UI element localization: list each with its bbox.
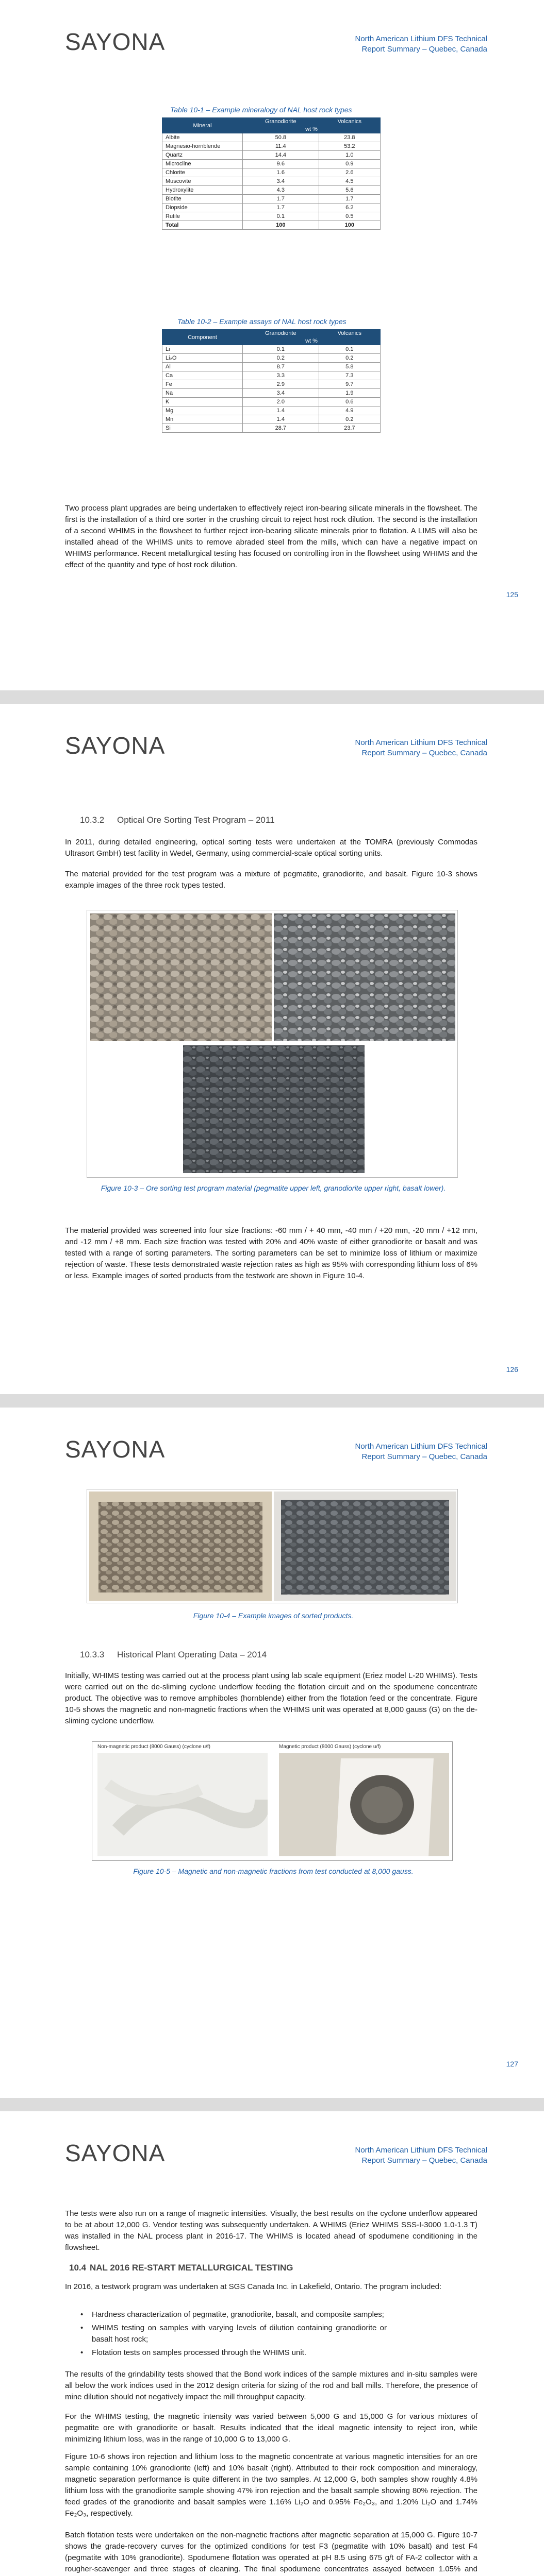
col-granodiorite: Granodiorite (243, 330, 319, 337)
page-125 (0, 0, 544, 690)
table-row (162, 195, 381, 204)
mineralogy-table (162, 117, 381, 230)
page-number: 125 (506, 590, 518, 599)
bullet-list (77, 2309, 387, 2361)
nonmagnetic-label: Non-magnetic product (8000 Gauss) (cyclone u/f) (97, 1744, 210, 1750)
table-row (162, 142, 381, 151)
table-cell: 0.1 (243, 212, 319, 221)
section-heading: 10.3.2 Optical Ore Sorting Test Program – 2011 (80, 815, 275, 825)
table-row (162, 371, 381, 380)
table-cell: 50.8 (243, 133, 319, 142)
table-cell: Rutile (162, 212, 243, 221)
basalt-photo (183, 1045, 365, 1173)
unit-row: wt % (243, 126, 381, 133)
paragraph: Initially, WHIMS testing was carried out at the process plant using lab scale equipment (Eriez model L-20 WHIMS). Tests were carried out on the de-sliming cyclone underflow feeding the flotation circuit and on the spodumene concentrate product. The objective was to remove amphiboles (hornblende) either from the flotation feed or the concentrate. Figure 10-5 shows the magnetic and non-magnetic fractions when the WHIMS unit was operated at 8,000 gauss (G) on the de-sliming cyclone underflow. (65, 1671, 477, 1725)
sorted-waste-photo (274, 1492, 456, 1601)
paragraph: The material provided was screened into four size fractions: -60 mm / + 40 mm, -40 mm / +20 mm, -20 mm / +12 mm, and -12 mm / +8 mm. Each size fraction was tested with 20% and 40% waste of either granodiorite or basalt and was tested with a range of sorting parameters. The sorting parameters can be set to minimize loss of lithium or maximize rejection of waste. These tests demonstrated waste rejection rates as high as 95% with corresponding lithium loss of 6% or less. Example images of sorted products from the testwork are shown in Figure 10-4. (65, 1226, 477, 1280)
table-cell: 100 (243, 221, 319, 230)
list-item: • Flotation tests on samples processed through the WHIMS unit. (77, 2347, 387, 2359)
header-title: North American Lithium DFS Technical Report Summary – Quebec, Canada (355, 2146, 487, 2165)
table-cell: Hydroxylite (162, 186, 243, 195)
table-cell: Diopside (162, 204, 243, 212)
table-cell: 1.7 (243, 204, 319, 212)
table-cell: Mg (162, 406, 243, 415)
table-cell: 9.6 (243, 160, 319, 168)
col-granodiorite: Granodiorite (243, 118, 319, 126)
page-header (0, 0, 544, 77)
table-row (162, 363, 381, 371)
table-cell: Mn (162, 415, 243, 424)
paragraph: Figure 10-6 shows iron rejection and lithium loss to the magnetic concentrate at various magnetic intensities for an ore sample containing 10% granodiorite (left) and 10% basalt (right). Attributed to their rock composition and mineralogy, magnetic separation performance is quite different in the two samples. At 12,000 G, both samples show roughly 4.8% lithium loss with the granodiorite sample showing 47% iron rejection and the basalt sample showing 80% rejection. The feed grades of the granodiorite and basalt samples were 1.16% Li₂O and 0.95% Fe₂O₃, and 1.20% Li₂O and 1.74% Fe₂O₃, respectively. (65, 2452, 477, 2518)
table-cell: 1.4 (243, 406, 319, 415)
table-cell: 4.5 (319, 177, 380, 186)
table-cell: 1.7 (319, 195, 380, 204)
total-row (162, 221, 381, 230)
sayona-logo: SAYONA (65, 1436, 166, 1463)
table-cell: 0.2 (319, 415, 380, 424)
paragraph: Two process plant upgrades are being undertaken to effectively reject iron-bearing silicate minerals in the flowsheet. The first is the installation of a third ore sorter in the crushing circuit to reject host rock dilution. The second is the installation of a second WHIMS in the flowsheet to further reject iron-bearing silicate minerals prior to flotation. A LIMS will also be installed ahead of the WHIMS units to remove abraded steel from the mills, which can have a negative impact on WHIMS performance. Recent metallurgical testing has focused on controlling iron in the flowsheet using WHIMS and the effect of the quantity and type of host rock dilution. (65, 504, 477, 569)
table-cell: 100 (319, 221, 380, 230)
table-cell: 0.2 (319, 354, 380, 363)
sayona-logo: SAYONA (65, 732, 166, 759)
table-cell: 23.7 (319, 424, 380, 433)
page-number: 126 (506, 1365, 518, 1374)
table-row (162, 212, 381, 221)
figure-10-4-caption: Figure 10-4 – Example images of sorted products. (193, 1612, 354, 1620)
table-row (162, 345, 381, 354)
table-cell: 53.2 (319, 142, 380, 151)
table-cell: 6.2 (319, 204, 380, 212)
table-cell: 1.9 (319, 389, 380, 398)
table-row (162, 406, 381, 415)
table-cell: 2.0 (243, 398, 319, 406)
table-cell: 0.1 (243, 345, 319, 354)
page-header (0, 2111, 544, 2189)
paragraph: For the WHIMS testing, the magnetic intensity was varied between 5,000 G and 15,000 G for various mixtures of pegmatite ore with granodiorite or basalt. Results indicated that the ideal magnetic intensity to reject iron, while minimizing lithium loss, was in the range of 10,000 G to 13,000 G. (65, 2412, 477, 2444)
paragraph: The tests were also run on a range of magnetic intensities. Visually, the best results on the cyclone underflow appeared to be at about 12,000 G. Vendor testing was subsequently undertaken. A WHIMS (Eriez WHIMS SSS-I-3000 1.0-1.3 T) was installed in the NAL process plant in 2016-17. The WHIMS is located ahead of spodumene conditioning in the flowsheet. (65, 2209, 477, 2252)
page-header (0, 1408, 544, 1485)
list-item: • Hardness characterization of pegmatite, granodiorite, basalt, and composite samples; (77, 2309, 387, 2320)
pegmatite-photo (90, 913, 272, 1041)
table-cell: 7.3 (319, 371, 380, 380)
header-title: North American Lithium DFS Technical Report Summary – Quebec, Canada (355, 35, 487, 54)
table-cell: 9.7 (319, 380, 380, 389)
section-heading: 10.4 NAL 2016 RE-START METALLURGICAL TESTING (69, 2263, 293, 2273)
table-cell: Fe (162, 380, 243, 389)
page-126 (0, 704, 544, 1394)
table-cell: 2.9 (243, 380, 319, 389)
paragraph: Batch flotation tests were undertaken on the non-magnetic fractions after magnetic separation at 15,000 G. Figure 10-7 shows the grade-recovery curves for the optimized conditions for test F3 (pegmatite with 10% basalt) and test F4 (pegmatite with 10% granodiorite). Spodumene flotation was operated at pH 8.5 using 675 g/t of FA-2 collector with a rougher-scavenger and three stages of cleaning. The final spodumene concentrates assayed between 1.05% and (65, 2531, 477, 2573)
paragraph: In 2011, during detailed engineering, optical sorting tests were undertaken at the TOMRA (previously Commodas Ultrasort GmbH) test facility in Wedel, Germany, using commercial-scale optical sorting units. (65, 838, 477, 858)
table-cell: 5.6 (319, 186, 380, 195)
table-cell: 4.3 (243, 186, 319, 195)
table-cell: Al (162, 363, 243, 371)
sorted-product-photo (89, 1492, 272, 1601)
table-cell: 0.5 (319, 212, 380, 221)
table-cell: 0.2 (243, 354, 319, 363)
paragraph: The material provided for the test program was a mixture of pegmatite, granodiorite, and basalt. Figure 10-3 shows example images of the three rock types tested. (65, 870, 477, 890)
page-128 (0, 2111, 544, 2576)
table-cell: 4.9 (319, 406, 380, 415)
table-cell: 1.0 (319, 151, 380, 160)
paragraph: The results of the grindability tests showed that the Bond work indices of the sample mixtures and in-situ samples were all below the work indices used in the 2012 design criteria for sizing of the rod and ball mills. Therefore, the presence of mine dilution should not negatively impact the mill throughput capacity. (65, 2370, 477, 2401)
table-row (162, 160, 381, 168)
section-heading: 10.3.3 Historical Plant Operating Data – 2014 (80, 1650, 267, 1659)
table-cell: 1.4 (243, 415, 319, 424)
table-cell: K (162, 398, 243, 406)
table-row (162, 168, 381, 177)
table-cell: Si (162, 424, 243, 433)
table-cell: 1.7 (243, 195, 319, 204)
col-mineral: Mineral (162, 118, 243, 133)
table-cell: 3.4 (243, 177, 319, 186)
page-separator (0, 2098, 544, 2111)
table-10-2-caption: Table 10-2 – Example assays of NAL host rock types (177, 317, 347, 326)
page-separator (0, 1394, 544, 1408)
table-row (162, 204, 381, 212)
table-cell: 1.6 (243, 168, 319, 177)
table-cell: Total (162, 221, 243, 230)
assays-table (162, 329, 381, 433)
table-cell: 28.7 (243, 424, 319, 433)
col-component: Component (162, 330, 243, 345)
list-item: • WHIMS testing on samples with varying levels of dilution containing granodiorite or basalt host rock; (77, 2323, 387, 2345)
table-cell: 8.7 (243, 363, 319, 371)
table-cell: Muscovite (162, 177, 243, 186)
table-cell: 2.6 (319, 168, 380, 177)
table-cell: 3.4 (243, 389, 319, 398)
table-cell: Microcline (162, 160, 243, 168)
header-title: North American Lithium DFS Technical Report Summary – Quebec, Canada (355, 1442, 487, 1461)
table-cell: Chlorite (162, 168, 243, 177)
table-cell: 5.8 (319, 363, 380, 371)
figure-10-3-caption: Figure 10-3 – Ore sorting test program material (pegmatite upper left, granodiorite upper right, basalt lower). (101, 1184, 446, 1192)
table-row (162, 133, 381, 142)
col-volcanics: Volcanics (319, 330, 380, 337)
table-row (162, 398, 381, 406)
page-separator (0, 690, 544, 704)
table-cell: 23.8 (319, 133, 380, 142)
table-cell: Biotite (162, 195, 243, 204)
table-cell: Na (162, 389, 243, 398)
page-number: 127 (506, 2060, 518, 2068)
header-title: North American Lithium DFS Technical Report Summary – Quebec, Canada (355, 738, 487, 757)
table-cell: 0.9 (319, 160, 380, 168)
sayona-logo: SAYONA (65, 28, 166, 55)
table-row (162, 424, 381, 433)
page-127 (0, 1408, 544, 2098)
unit-row: wt % (243, 337, 381, 345)
table-cell: Magnesio-hornblende (162, 142, 243, 151)
table-cell: Albite (162, 133, 243, 142)
magnetic-product-photo (279, 1753, 449, 1856)
table-cell: 3.3 (243, 371, 319, 380)
table-row (162, 380, 381, 389)
table-10-1-caption: Table 10-1 – Example mineralogy of NAL host rock types (170, 106, 352, 114)
nonmagnetic-product-photo (97, 1753, 268, 1856)
figure-10-5-caption: Figure 10-5 – Magnetic and non-magnetic fractions from test conducted at 8,000 gauss. (133, 1867, 414, 1875)
table-row (162, 415, 381, 424)
sayona-logo: SAYONA (65, 2140, 166, 2166)
col-volcanics: Volcanics (319, 118, 380, 126)
table-row (162, 151, 381, 160)
table-row (162, 354, 381, 363)
table-row (162, 389, 381, 398)
table-cell: Quartz (162, 151, 243, 160)
table-row (162, 186, 381, 195)
figure-10-3 (87, 910, 458, 1178)
table-cell: Ca (162, 371, 243, 380)
table-cell: Li₂O (162, 354, 243, 363)
table-cell: 0.6 (319, 398, 380, 406)
table-cell: 14.4 (243, 151, 319, 160)
granodiorite-photo (274, 913, 455, 1041)
table-cell: 0.1 (319, 345, 380, 354)
page-header (0, 704, 544, 781)
magnetic-label: Magnetic product (8000 Gauss) (cyclone u/f) (279, 1744, 381, 1750)
figure-10-5 (92, 1741, 453, 1861)
paragraph: In 2016, a testwork program was undertaken at SGS Canada Inc. in Lakefield, Ontario. The program included: (65, 2282, 442, 2291)
table-row (162, 177, 381, 186)
table-cell: 11.4 (243, 142, 319, 151)
table-cell: Li (162, 345, 243, 354)
figure-10-4 (87, 1489, 458, 1603)
